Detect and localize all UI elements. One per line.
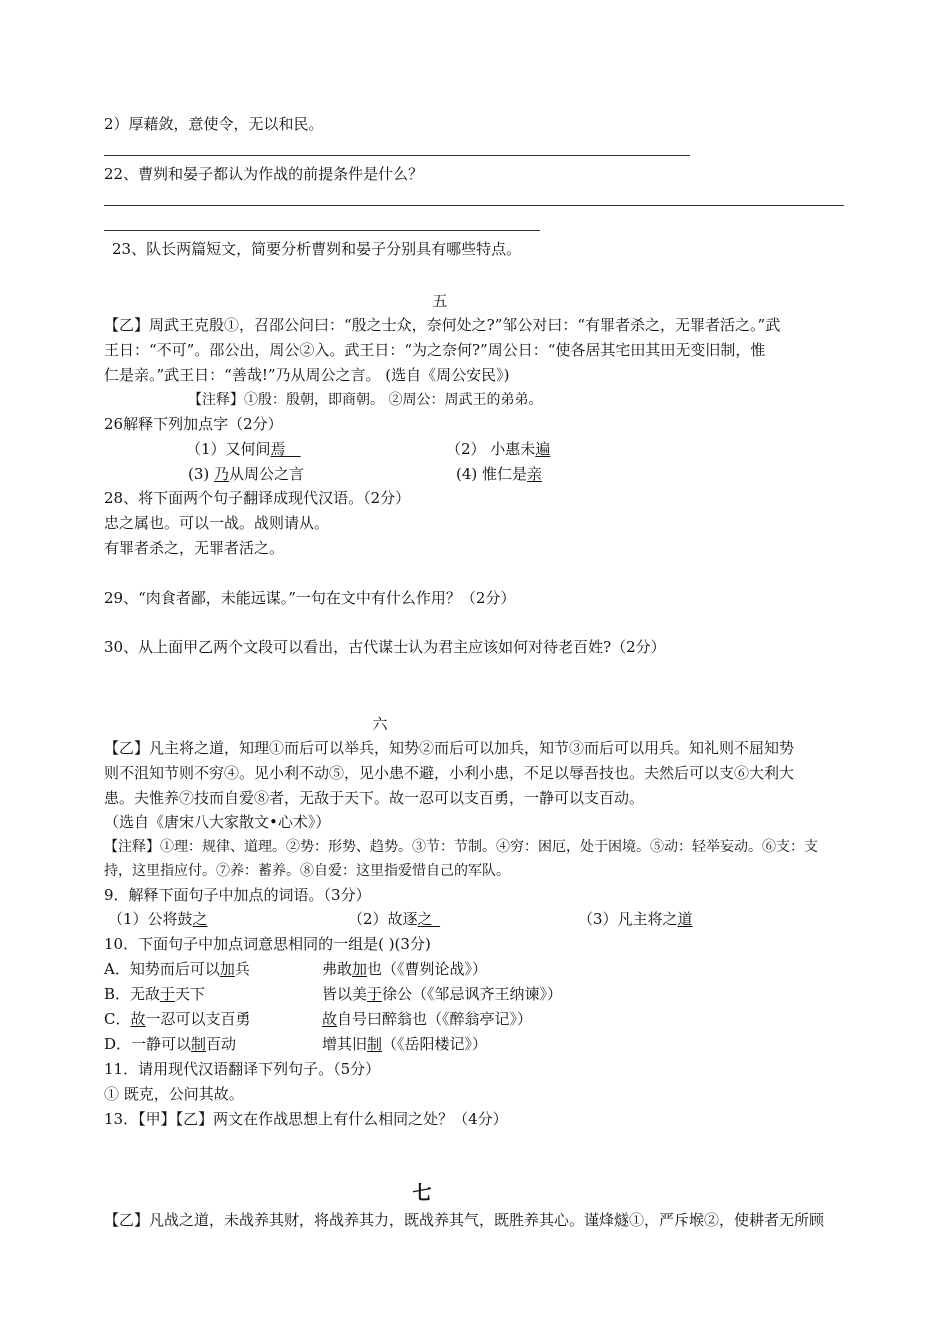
annotation: 【注释】①殷：殷朝，即商朝。 ②周公：周武王的弟弟。 [188, 392, 543, 408]
q10-option-b: B．无敌于天下 [104, 985, 206, 1003]
answer-line [104, 230, 540, 231]
question-13: 13．【甲】【乙】两文在作战思想上有什么相同之处？（4分） [104, 1110, 508, 1128]
passage-line: 【乙】凡战之道，未战养其财，将战养其力，既战养其气，既胜养其心。谨烽燧①，严斥堠②，使耕者无所顾 [104, 1211, 825, 1229]
question-11: 11．请用现代汉语翻译下列句子。（5分） [104, 1060, 381, 1078]
question-10: 10．下面句子中加点词意思相同的一组是( )(3分) [104, 935, 431, 953]
q11-sentence-1: ① 既克，公问其故。 [104, 1085, 244, 1103]
question-9: 9．解释下面句子中加点的词语。（3分） [104, 886, 371, 904]
q9-item-3: （3）凡主将之道 [578, 910, 693, 928]
question-30: 30、从上面甲乙两个文段可以看出，古代谋士认为君主应该如何对待老百姓?（2分） [104, 638, 666, 656]
q9-item-2: （2）故逐之 [348, 910, 433, 928]
question-26: 26解释下列加点字（2分） [104, 415, 283, 433]
q10-option-a: A．知势而后可以加兵 [104, 960, 250, 978]
q26-item-3: (3) 乃从周公之言 [188, 465, 305, 483]
q10-option-d: D．一静可以制百动 [104, 1035, 237, 1053]
passage-line: 仁是亲。”武王日：“善哉!”乃从周公之言。 (选自《周公安民》) [104, 366, 510, 384]
question-22: 22、曹刿和晏子都认为作战的前提条件是什么？ [104, 165, 424, 183]
q26-item-1: （1）又何间焉 [186, 440, 286, 458]
passage-line: 【乙】周武王克殷①，召邵公问曰：“殷之士众，奈何处之?”邹公对曰：“有罪者杀之，无罪者活之。”武 [104, 316, 781, 334]
q21-item-2: 2）厚藉敛，意使令，无以和民。 [104, 115, 324, 133]
q10-option-d-compare: 增其旧制（《岳阳楼记》） [322, 1035, 488, 1053]
question-29: 29、“肉食者鄙，未能远谋。”一句在文中有什么作用？（2分） [104, 589, 516, 607]
passage-line: 则不沮知节则不穷④。见小利不动⑤，见小患不避，小利小患，不足以辱吾技也。夫然后可以支⑥大利大 [104, 764, 795, 782]
q28-sentence-1: 忠之属也。可以一战。战则请从。 [104, 514, 330, 532]
q10-option-c-compare: 故自号曰醉翁也（《醉翁亭记》） [322, 1010, 533, 1028]
q9-item-1: （1）公将鼓之 [108, 910, 208, 928]
q26-item-4: (4) 惟仁是亲 [456, 465, 543, 483]
section-5-heading: 五 [432, 292, 448, 310]
answer-line [104, 155, 690, 156]
q10-option-a-compare: 弗敢加也（《曹刿论战》） [322, 960, 488, 978]
passage-line: 【乙】凡主将之道，知理①而后可以举兵，知势②而后可以加兵，知节③而后可以用兵。知礼则不屈知势 [104, 739, 795, 757]
section-6-heading: 六 [372, 715, 388, 733]
annotation: 持，这里指应付。⑦养：蓄养。⑧自爱：这里指爱惜自己的军队。 [104, 863, 510, 879]
q28-sentence-2: 有罪者杀之，无罪者活之。 [104, 539, 285, 557]
q10-option-b-compare: 皆以美于徐公（《邹忌讽齐王纳谏》） [322, 985, 563, 1003]
annotation: 【注释】①理：规律、道理。②势：形势、趋势。③节：节制。④穷：困厄，处于困境。⑤动：轻举妄动。⑥支：支 [104, 839, 818, 855]
q26-item-2: （2） 小惠未遍 [446, 440, 551, 458]
q10-option-c: C．故一忍可以支百勇 [104, 1010, 251, 1028]
answer-line [104, 205, 844, 206]
passage-source: （选自《唐宋八大家散文•心术》） [104, 813, 331, 831]
section-7-heading: 七 [412, 1182, 432, 1204]
question-23: 23、队长两篇短文，简要分析曹刿和晏子分别具有哪些特点。 [112, 240, 522, 258]
passage-line: 王日：“不可”。邵公出，周公②入。武王日：“为之奈何?”周公日：“使各居其宅田其田无变旧制，惟 [104, 341, 766, 359]
question-28: 28、将下面两个句子翻译成现代汉语。（2分） [104, 489, 411, 507]
passage-line: 患。夫惟养⑦技而自爱⑧者，无敌于天下。故一忍可以支百勇，一静可以支百动。 [104, 789, 645, 807]
